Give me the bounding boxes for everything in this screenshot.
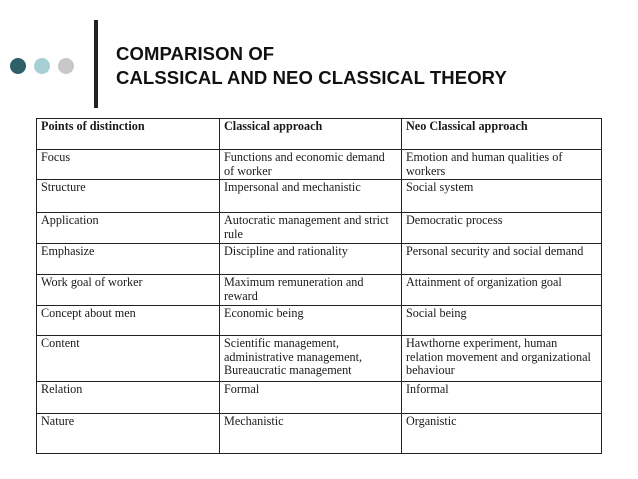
row-label: Nature <box>37 414 220 454</box>
slide-title-line-2: CALSSICAL AND NEO CLASSICAL THEORY <box>116 67 507 88</box>
table-header-row <box>37 119 602 150</box>
slide-title <box>116 42 507 90</box>
table-row <box>37 275 602 306</box>
table-row <box>37 180 602 213</box>
dot-dark-teal <box>10 58 26 74</box>
dot-light-blue <box>34 58 50 74</box>
classical-cell: Functions and economic demand of worker <box>220 150 402 180</box>
neo-classical-cell: Emotion and human qualities of workers <box>402 150 602 180</box>
comparison-table <box>36 118 602 454</box>
neo-classical-cell: Social being <box>402 306 602 336</box>
row-label: Emphasize <box>37 244 220 275</box>
classical-cell: Autocratic management and strict rule <box>220 213 402 244</box>
row-label: Structure <box>37 180 220 213</box>
neo-classical-cell: Personal security and social demand <box>402 244 602 275</box>
neo-classical-cell: Attainment of organization goal <box>402 275 602 306</box>
dot-gray <box>58 58 74 74</box>
table-row <box>37 336 602 382</box>
row-label: Focus <box>37 150 220 180</box>
neo-classical-cell: Organistic <box>402 414 602 454</box>
header-neo-classical-approach: Neo Classical approach <box>402 119 602 150</box>
row-label: Application <box>37 213 220 244</box>
classical-cell: Maximum remuneration and reward <box>220 275 402 306</box>
header-points-of-distinction: Points of distinction <box>37 119 220 150</box>
table-row <box>37 150 602 180</box>
table-row <box>37 382 602 414</box>
title-divider-bar <box>94 20 98 108</box>
row-label: Concept about men <box>37 306 220 336</box>
table-row <box>37 213 602 244</box>
neo-classical-cell: Informal <box>402 382 602 414</box>
neo-classical-cell: Democratic process <box>402 213 602 244</box>
neo-classical-cell: Social system <box>402 180 602 213</box>
classical-cell: Discipline and rationality <box>220 244 402 275</box>
decorative-dots <box>10 58 74 74</box>
classical-cell: Mechanistic <box>220 414 402 454</box>
table-row <box>37 306 602 336</box>
table-row <box>37 244 602 275</box>
classical-cell: Formal <box>220 382 402 414</box>
classical-cell: Economic being <box>220 306 402 336</box>
row-label: Relation <box>37 382 220 414</box>
neo-classical-cell: Hawthorne experiment, human relation movement and organizational behaviour <box>402 336 602 382</box>
header-classical-approach: Classical approach <box>220 119 402 150</box>
table-row <box>37 414 602 454</box>
classical-cell: Scientific management, administrative management, Bureaucratic management <box>220 336 402 382</box>
row-label: Content <box>37 336 220 382</box>
row-label: Work goal of worker <box>37 275 220 306</box>
classical-cell: Impersonal and mechanistic <box>220 180 402 213</box>
slide-title-line-1: COMPARISON OF <box>116 43 275 64</box>
